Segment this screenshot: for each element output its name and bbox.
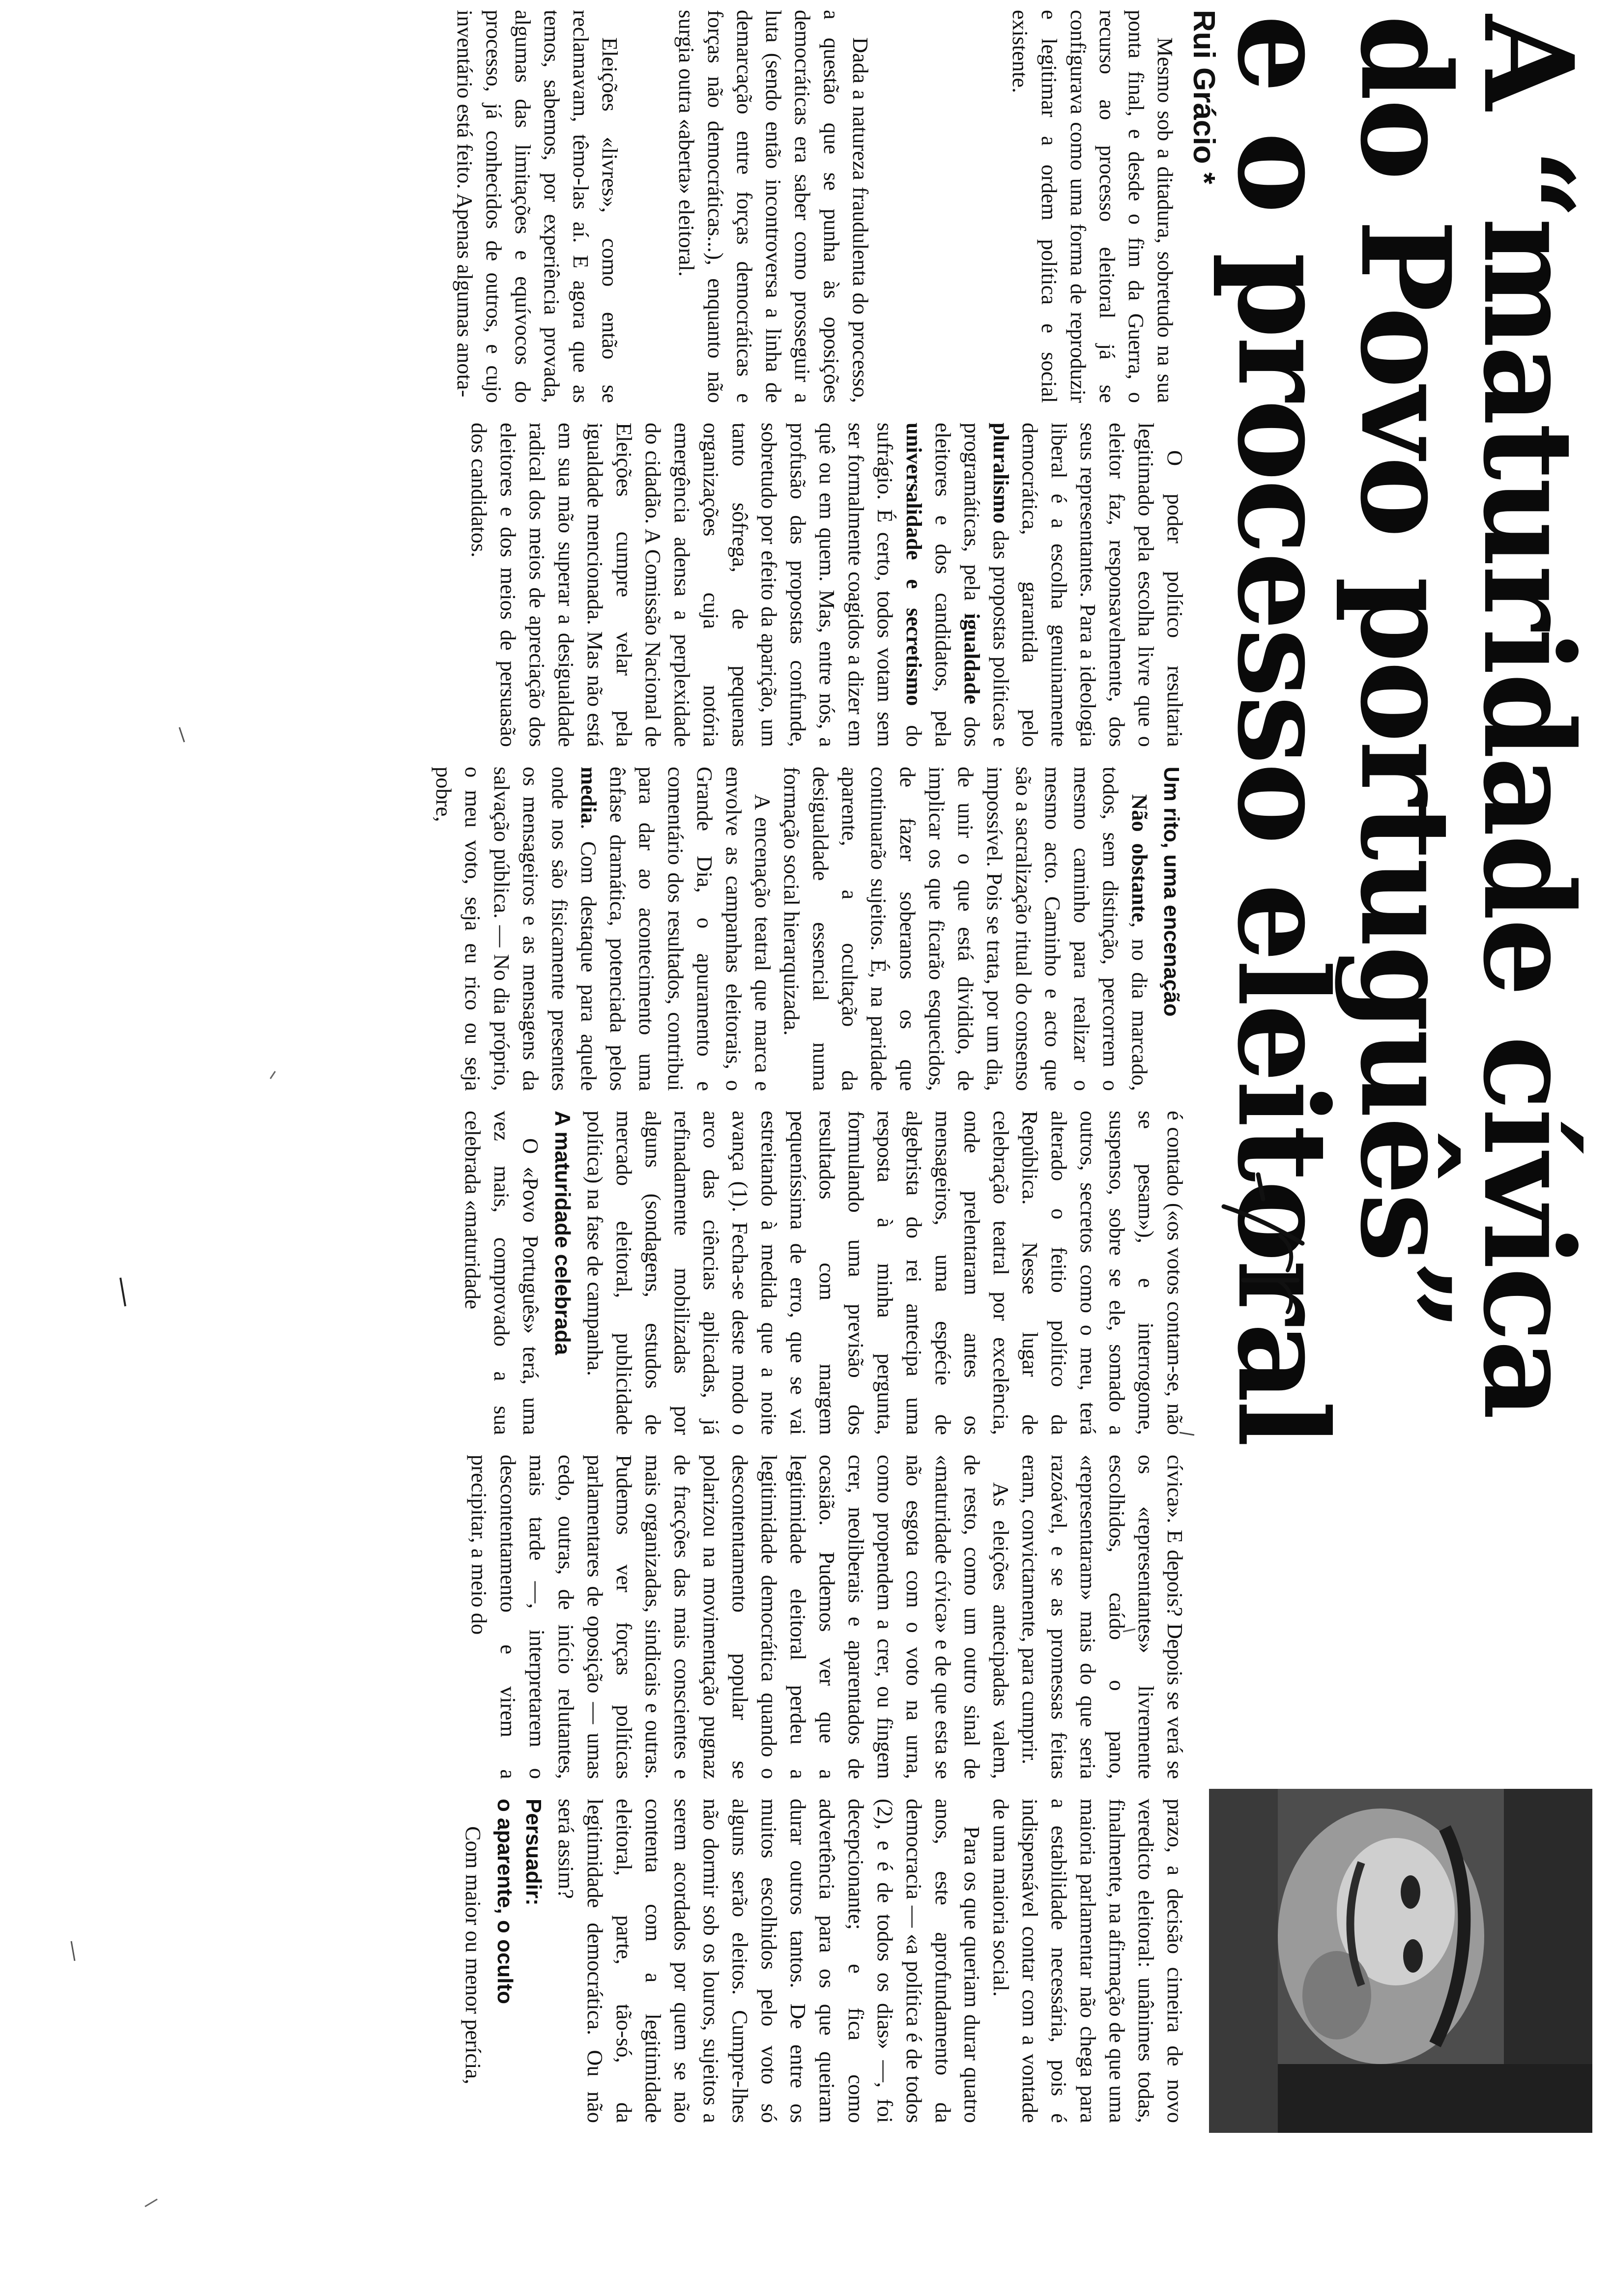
portrait-photo	[1209, 1789, 1592, 2133]
paragraph: Para os que queriam durar quatro anos, este aprofundamento da democracia — «a política é de todos (2), e é de todos os dias» —, foi decepcionante; e fica como advertência para os que queiram durar outros tantos. De entre os muitos escolhidos pelo voto só alguns serão eleitos. Cumpre-lhes não dormir sob os louros, sujeitos a serem acordados por quem se não contenta com a legitimidade eleitoral, parte, tão-só, da legitimidade democrática. Ou não será assim?	[554, 1799, 984, 2123]
section-heading: Um rito, uma encenação	[1159, 767, 1183, 1017]
section-heading: o aparente, o oculto	[493, 1799, 517, 2005]
paragraph: A encenação teatral que marca e envolve as campanhas eleitorais, o Grande Dia, o apuramento e comentário dos resultados, contribui para dar ao acontecimento uma ênfase dramática, potenciada pelos media. Com destaque para aquele onde nos são fisicamente presentes os mensageiros e as mensagens da salvação pública. — No dia próprio, o meu voto, seja eu rico ou seja pobre,	[432, 767, 775, 1091]
paragraph: O poder político resultaria legitimado pela escolha livre que o eleitor faz, responsavelmente, dos seus representantes. Para a ideologia liberal é a escolha genuinamente democrática, garantida pelo pluralismo das propostas políticas e programáticas, pela igualdade dos eleitores e dos candidatos, pela universalidade e secretismo do sufrágio. É certo, todos votam sem ser formalmente coagidos a dizer em quê ou em quem. Mas, entre nós, a profusão das propostas confunde, sobretudo por efeito da aparição, um tanto sôfrega, de pequenas organizações cuja notória emergência adensa a perplexidade do cidadão. A Comissão Nacional de Eleições cumpre velar pela igualdade mencionada. Mas não está em sua mão superar a desigualdade radical dos meios de apreciação dos eleitores e dos meios de persuasão dos candidatos.	[467, 423, 1187, 747]
handwritten-annotation	[1219, 1170, 1317, 1317]
article-column-2	[644, 10, 875, 403]
paragraph: Mesmo sob a ditadura, sobretudo na sua ponta final, e desde o fim da Guerra, o recurso ao processo eleitoral já se configurava como uma forma de reproduzir e legitimar a ordem política e social existente.	[1008, 10, 1178, 403]
paragraph: As eleições antecipadas valem, de resto, como um outro sinal de «maturidade cívica» e de que esta se não esgota com o voto na urna, como propendem a crer, ou fingem crer, neoliberais e aparentados de ocasião. Pudemos ver que a legitimidade eleitoral perdeu a legitimidade democrática quando o descontentamento popular se polarizou na movimentação pugnaz de fracções das mais conscientes e mais organizadas, sindicais e outras. Pudemos ver forças políticas parlamentares de oposição — umas cedo, outras, de início relutantes, mais tarde —, interpretarem o descontentamento e virem a precipitar, a meio do	[467, 1455, 1013, 1779]
paragraph: prazo, a decisão cimeira de novo veredicto eleitoral: unânimes todas, finalmente, na afirmação de que uma maioria parlamentar não chega para a estabilidade necessária, pois é indispensável contar com a vontade de uma maioria social.	[989, 1799, 1187, 2123]
paragraph: Não obstante, no dia marcado, todos, sem distinção, percorrem o mesmo caminho para realizar o mesmo acto. Caminho e acto que são a sacralização ritual do consenso impossível. Pois se trata, por um dia, de unir o que está dividido, de implicar os que ficarão esquecidos, de fazer soberanos os que continuarão sujeitos. É, na paridade aparente, a ocultação da desigualdade essencial numa formação social hierarquizada.	[779, 767, 1152, 1091]
paragraph: Com maior ou menor perícia,	[461, 1826, 486, 2085]
article-column-7	[467, 1455, 1189, 1779]
paragraph: Dada a natureza fraudulenta do processo, a questão que se punha às oposições democráticas era saber como prosseguir a luta (sendo então incontroversa a linha de demarcação entre forças democráticas e forças não democráticas...), enquanto não surgia outra «aberta» eleitoral.	[674, 10, 873, 403]
author-byline: Rui Grácio *	[1187, 10, 1221, 184]
paragraph: cívica». E depois? Depois se verá se os «representantes» livremente escolhidos, caído o pano, «representaram» mais do que seria razoável, e se as promessas feitas eram, convictamente, para cumprir.	[1018, 1455, 1187, 1779]
headline-line-1: A “maturidade cívica	[1456, 15, 1601, 1418]
section-heading: A maturidade celebrada	[550, 1111, 575, 1355]
article-column-1	[894, 10, 1180, 403]
article-column-8	[461, 1799, 1189, 2123]
article-column-3	[453, 10, 624, 403]
paragraph: O «Povo Português» terá, uma vez mais, comprovado a sua celebrada «maturidade	[461, 1111, 543, 1435]
article-column-6	[461, 1111, 1189, 1435]
article-column-4	[467, 423, 1189, 747]
section-heading: Persuadir:	[521, 1799, 546, 1906]
paragraph: Eleições «livres», como então se reclamavam, têmo-las aí. E agora que as temos, sabemos, por experiência provada, algumas das limitações e equívocos do processo, já conhecidos de outros, e cujo inventário está feito. Apenas algumas anota-	[453, 10, 622, 403]
headline-line-3: e o processo eleitoral	[1210, 15, 1355, 1445]
paragraph: é contado («os votos contam-se, não se pesam»), e interrogome, suspenso, sobre se ele, somado a outros, secretos como o meu, terá alterado o feitio político da República. Nesse lugar de celebração teatral por excelência, onde prelentaram antes os mensageiros, uma espécie de algebrista do rei antecipa uma resposta à minha pergunta, formulando uma previsão dos resultados com margem pequeníssima de erro, que se vai estreitando à medida que a noite avança (1). Fecha-se deste modo o arco das ciências aplicadas, já refinadamente mobilizadas por alguns (sondagens, estudos de mercado eleitoral, publicidade política) na fase de campanha.	[583, 1111, 1187, 1435]
headline-line-2: do Povo português”	[1333, 15, 1478, 1329]
article-column-5	[432, 767, 1189, 1091]
